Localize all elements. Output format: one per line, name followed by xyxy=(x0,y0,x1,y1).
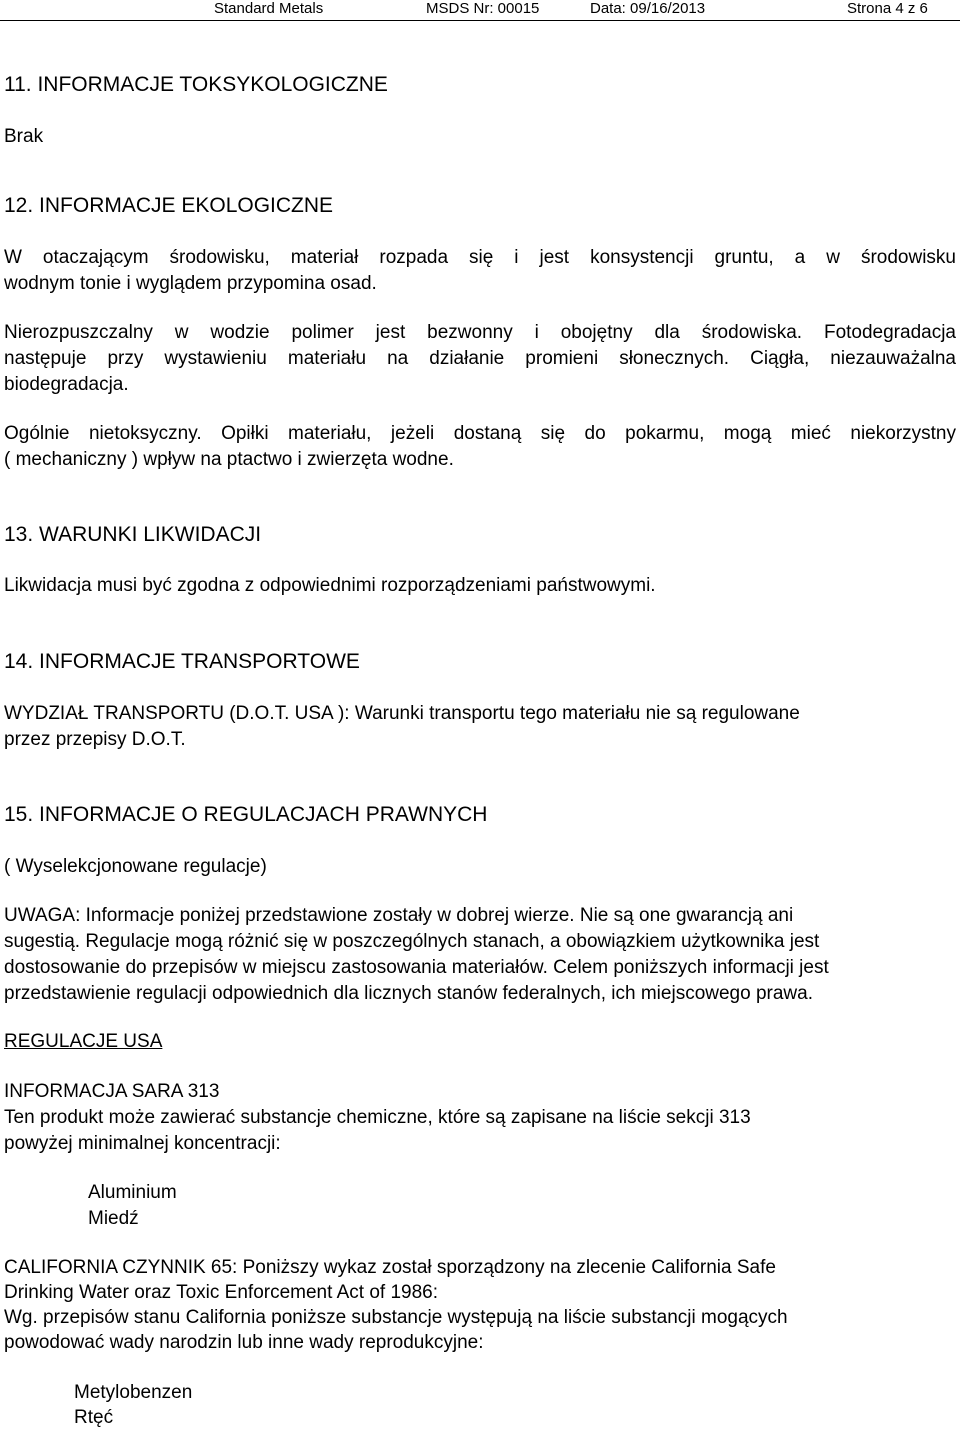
section-14-line2: przez przepisy D.O.T. xyxy=(4,729,186,750)
section-13-text: Likwidacja musi być zgodna z odpowiednimi rozporządzeniami państwowymi. xyxy=(4,575,656,596)
page-header xyxy=(0,0,960,21)
sara-item: Aluminium xyxy=(88,1182,177,1203)
prop65-item: Metylobenzen xyxy=(74,1382,193,1403)
section-15-note-line1: UWAGA: Informacje poniżej przedstawione zostały w dobrej wierze. Nie są one gwarancją ani xyxy=(4,905,794,926)
header-msds-number: MSDS Nr: 00015 xyxy=(426,0,540,17)
section-13-heading: 13. WARUNKI LIKWIDACJI xyxy=(4,523,262,546)
california-prop65-line1: CALIFORNIA CZYNNIK 65: Poniższy wykaz został sporządzony na zlecenie California Safe xyxy=(4,1257,776,1278)
section-11-text: Brak xyxy=(4,126,44,147)
section-15-heading: 15. INFORMACJE O REGULACJACH PRAWNYCH xyxy=(4,803,488,826)
sara-313-heading: INFORMACJA SARA 313 xyxy=(4,1081,220,1102)
section-14-heading: 14. INFORMACJE TRANSPORTOWE xyxy=(4,650,360,673)
section-12-p3-line2: ( mechaniczny ) wpływ na ptactwo i zwierzęta wodne. xyxy=(4,449,454,470)
section-12-p2-line3: biodegradacja. xyxy=(4,374,129,395)
usa-regulations-heading: REGULACJE USA xyxy=(4,1031,163,1052)
sara-item: Miedź xyxy=(88,1208,139,1229)
section-15-note-line2: sugestią. Regulacje mogą różnić się w poszczególnych stanach, a obowiązkiem użytkownika jest xyxy=(4,931,820,952)
section-14-line1: WYDZIAŁ TRANSPORTU (D.O.T. USA ): Warunki transportu tego materiału nie są regulowane xyxy=(4,703,800,724)
california-prop65-line2: Drinking Water oraz Toxic Enforcement Act of 1986: xyxy=(4,1282,439,1303)
prop65-item: Rtęć xyxy=(74,1407,114,1428)
sara-313-text-line2: powyżej minimalnej koncentracji: xyxy=(4,1133,281,1154)
section-12-p1-line1: W otaczającym środowisku, materiał rozpada się i jest konsystencji gruntu, a w środowisku xyxy=(4,247,956,268)
section-11-heading: 11. INFORMACJE TOKSYKOLOGICZNE xyxy=(4,73,388,96)
section-15-subheading: ( Wyselekcjonowane regulacje) xyxy=(4,856,267,877)
header-date: Data: 09/16/2013 xyxy=(590,0,706,17)
section-15-note-line3: dostosowanie do przepisów w miejscu zastosowania materiałów. Celem poniższych informacji jest xyxy=(4,957,829,978)
header-company: Standard Metals xyxy=(214,0,324,17)
california-prop65-line3: Wg. przepisów stanu California poniższe substancje występują na liście substancji mogących xyxy=(4,1307,788,1328)
sara-313-text-line1: Ten produkt może zawierać substancje chemiczne, które są zapisane na liście sekcji 313 xyxy=(4,1107,751,1128)
section-12-heading: 12. INFORMACJE EKOLOGICZNE xyxy=(4,194,334,217)
header-page-number: Strona 4 z 6 xyxy=(847,0,928,17)
section-12-p2-line2: następuje przy wystawieniu materiału na działanie promieni słonecznych. Ciągła, niezauważalna xyxy=(4,348,956,369)
section-12-p1-line2: wodnym tonie i wyglądem przypomina osad. xyxy=(4,273,377,294)
california-prop65-line4: powodować wady narodzin lub inne wady reprodukcyjne: xyxy=(4,1332,484,1353)
section-15-note-line4: przedstawienie regulacji odpowiednich dla licznych stanów federalnych, ich miejscowego prawa. xyxy=(4,983,813,1004)
section-12-p2-line1: Nierozpuszczalny w wodzie polimer jest bezwonny i obojętny dla środowiska. Fotodegradacja xyxy=(4,322,956,343)
section-12-p3-line1: Ogólnie nietoksyczny. Opiłki materiału, jeżeli dostaną się do pokarmu, mogą mieć niekorzystny xyxy=(4,423,956,444)
